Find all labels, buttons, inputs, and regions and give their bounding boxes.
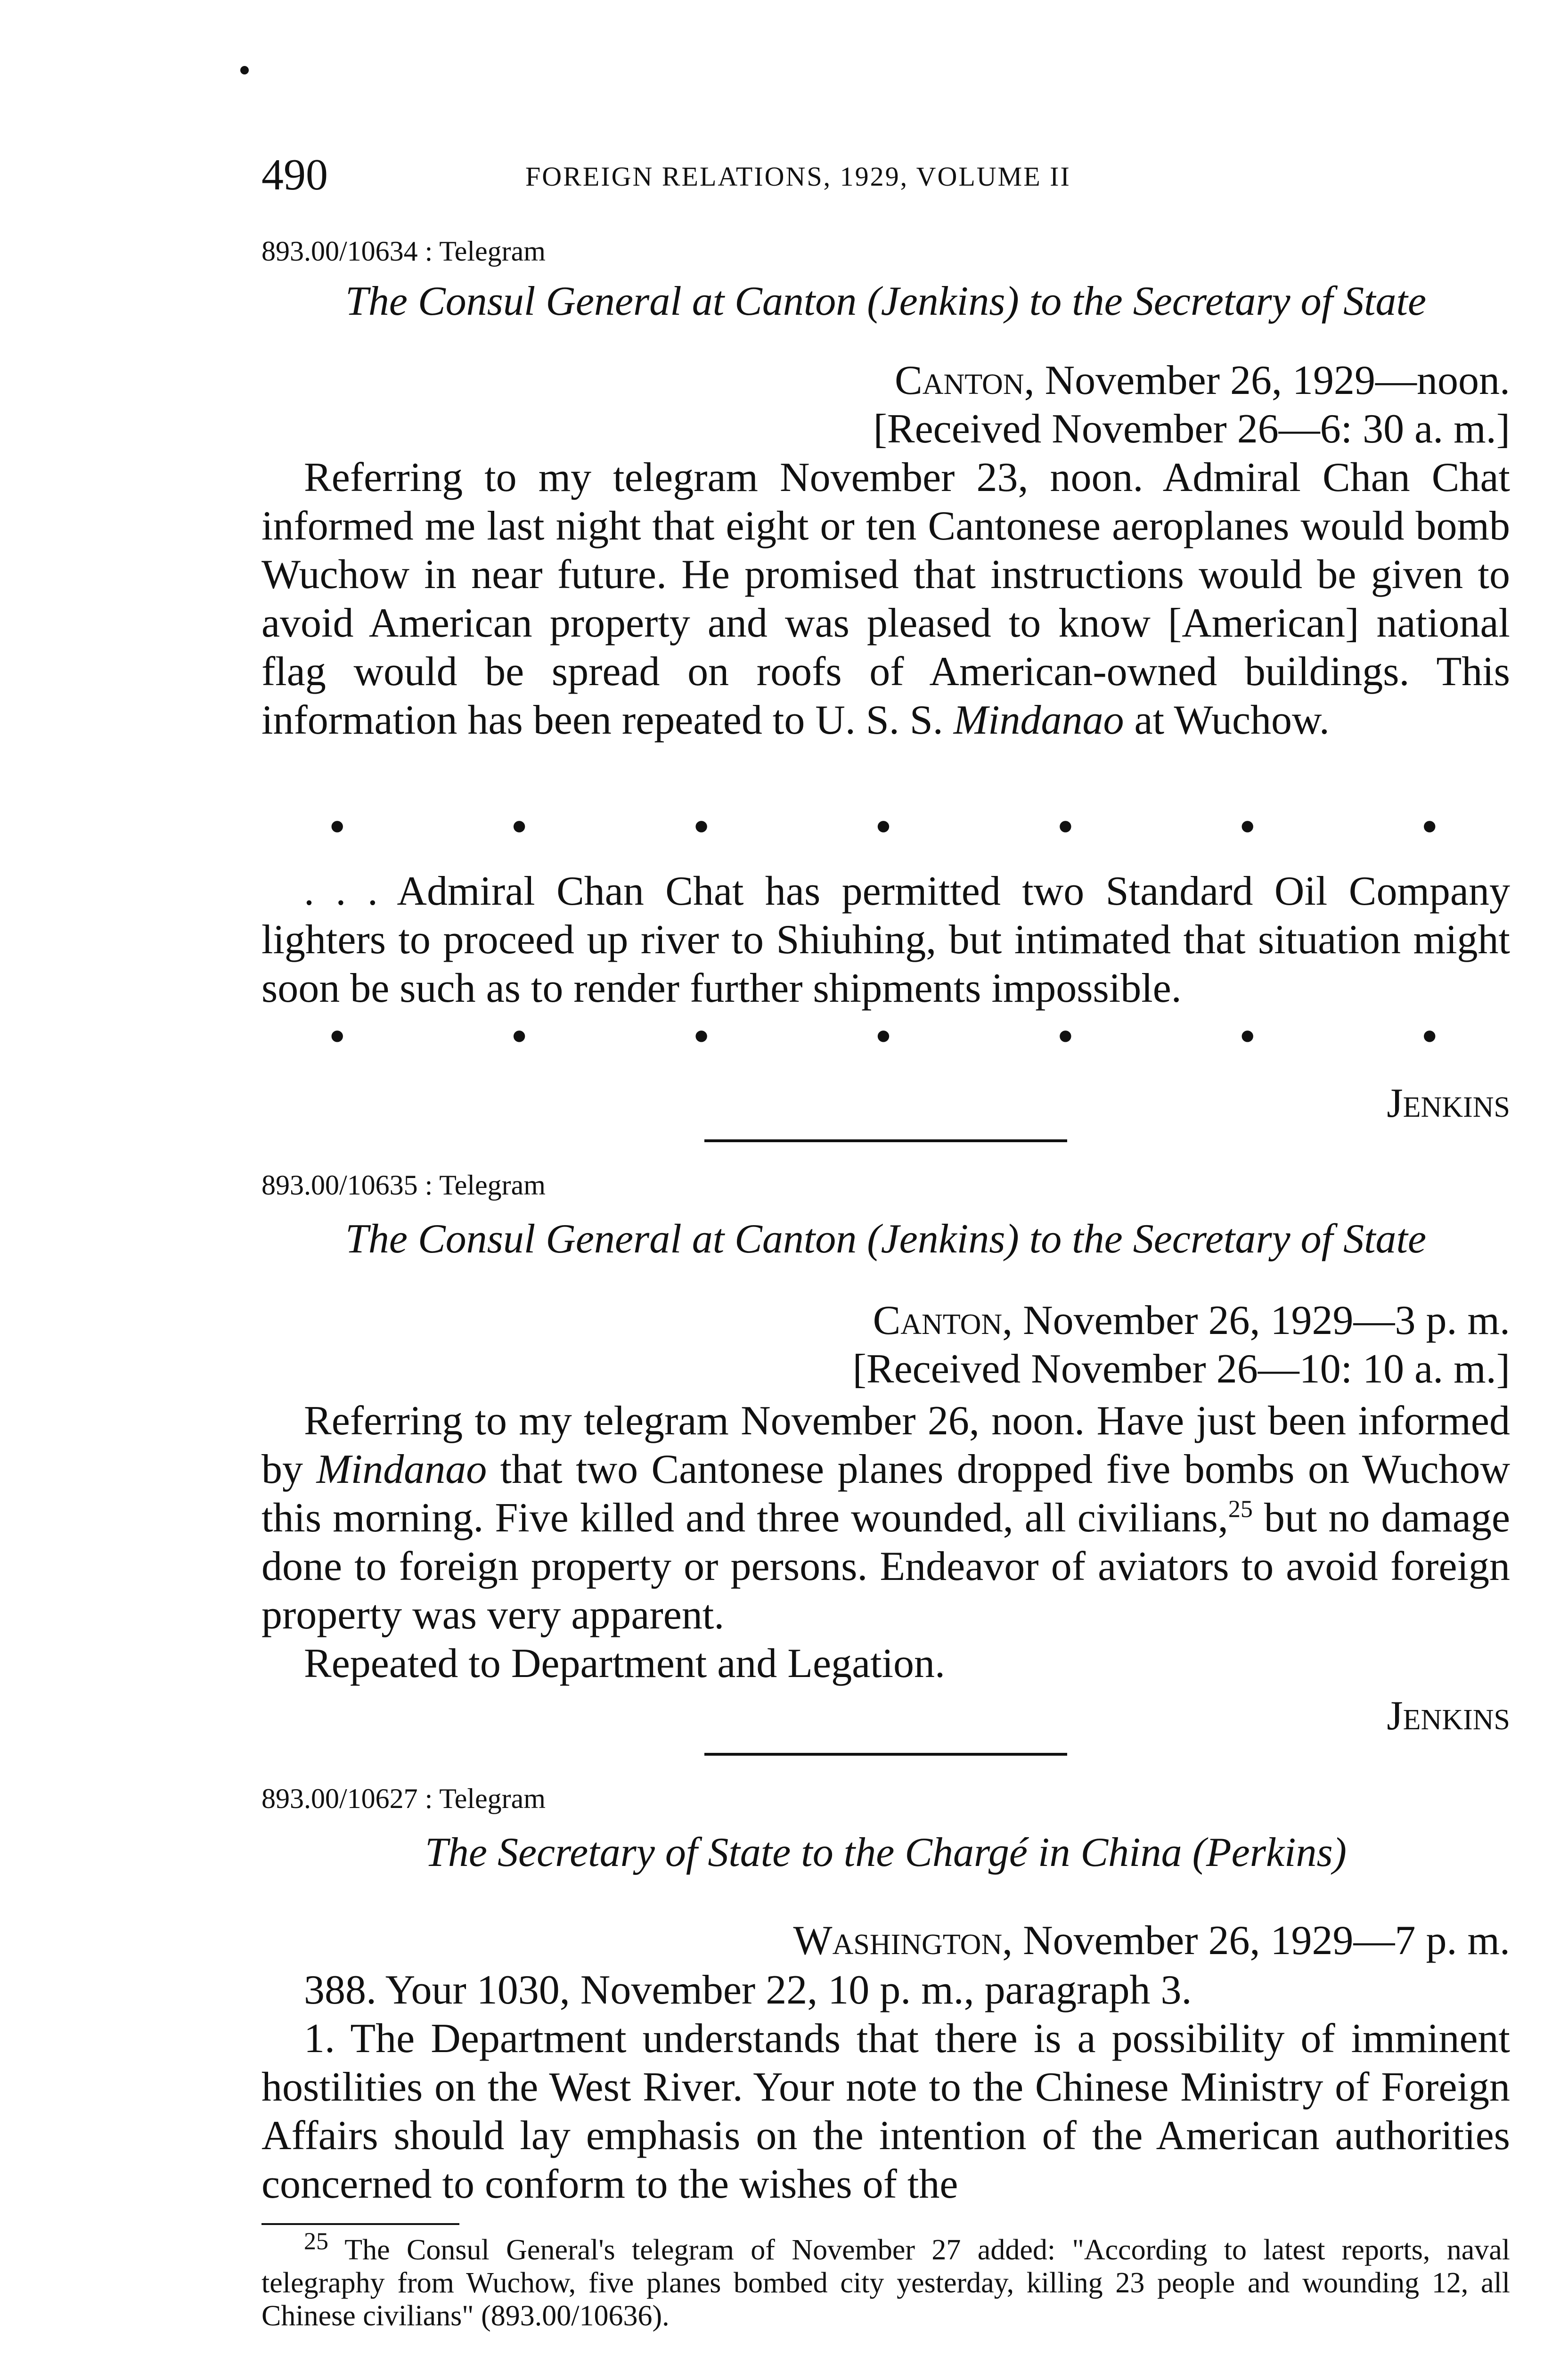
- ellipsis-dot: •: [876, 803, 891, 850]
- doc-title-3: The Secretary of State to the Chargé in China (Perkins): [425, 1830, 1347, 1875]
- dateline-date: November 26, 1929—noon.: [1034, 358, 1510, 403]
- doc1-paragraph-2: . . . Admiral Chan Chat has permitted two Standard Oil Company lighters to proceed up river to Shiuhing, but intimated that situation might soon be such as to render further shipments impossible.: [261, 868, 1510, 1011]
- file-number-2: 893.00/10635 : Telegram: [261, 1170, 546, 1201]
- paragraph-text: that two Cantonese planes dropped five bombs on Wuchow this morning. Five killed and three wounded, all civilians,: [261, 1447, 1511, 1541]
- section-divider-1: [704, 1139, 1067, 1142]
- dateline-place: Canton,: [873, 1298, 1013, 1343]
- dateline-2: [261, 1296, 1510, 1345]
- file-number-3: 893.00/10627 : Telegram: [261, 1783, 546, 1814]
- signature-2: Jenkins: [1387, 1693, 1510, 1739]
- ellipsis-dot: •: [512, 803, 527, 850]
- file-number-1: 893.00/10634 : Telegram: [261, 236, 546, 267]
- running-head: [261, 149, 1510, 201]
- ellipsis-dot: •: [330, 1013, 345, 1060]
- ellipsis-dot: •: [512, 1013, 527, 1060]
- doc2-paragraph-1: [261, 1397, 1510, 1639]
- doc1-paragraph-1: [261, 453, 1510, 744]
- dateline-date: November 26, 1929—7 p. m.: [1013, 1918, 1510, 1963]
- running-title: FOREIGN RELATIONS, 1929, VOLUME II: [525, 161, 1071, 192]
- dateline-place: Washington,: [793, 1918, 1013, 1963]
- ellipsis-row-2: [330, 1013, 1437, 1060]
- ellipsis-dot: •: [876, 1013, 891, 1060]
- footnote-number: 25: [304, 2228, 328, 2255]
- ellipsis-dot: •: [1240, 803, 1255, 850]
- ellipsis-dot: •: [1422, 803, 1437, 850]
- paragraph-text: Referring to my telegram November 26, noon. Have just been informed by: [261, 1398, 1510, 1492]
- signature-1: Jenkins: [1387, 1080, 1510, 1126]
- paragraph-text: Referring to my telegram November 23, noon. Admiral Chan Chat informed me last night that eight or ten Cantonese aeroplanes would bomb Wuchow in near future. He promised that instructions would be given to avoid American property and was pleased to know [American] national flag would be spread on roofs of American-owned buildings. This information has been repeated to U. S. S.: [261, 455, 1510, 743]
- margin-bullet: [240, 66, 249, 74]
- ellipsis-dot: •: [694, 1013, 709, 1060]
- received-line-1: [Received November 26—6: 30 a. m.]: [873, 406, 1510, 452]
- doc2-paragraph-2: Repeated to Department and Legation.: [304, 1641, 946, 1686]
- ellipsis-dot: •: [1058, 803, 1073, 850]
- ellipsis-dot: •: [1240, 1013, 1255, 1060]
- dateline-1: [261, 356, 1510, 405]
- footnote-text: The Consul General's telegram of November 27 added: "According to latest reports, naval telegraphy from Wuchow, five planes bombed city yesterday, killing 23 people and wounding 12, all Chinese civilians" (893.00/10636).: [261, 2234, 1510, 2332]
- page-number: 490: [261, 150, 328, 199]
- doc-title-1: The Consul General at Canton (Jenkins) to the Secretary of State: [345, 278, 1427, 324]
- ship-name: Mindanao: [953, 697, 1124, 743]
- paragraph-text: but no damage done to foreign property or persons. Endeavor of aviators to avoid foreign property was very apparent.: [261, 1495, 1510, 1638]
- doc3-paragraph-2: 1. The Department understands that there is a possibility of imminent hostilities on the West River. Your note to the Chinese Ministry of Foreign Affairs should lay emphasis on the intention of the American authorities concerned to conform to the wishes of the: [261, 2016, 1510, 2207]
- ellipsis-dot: •: [330, 803, 345, 850]
- ship-name: Mindanao: [316, 1447, 487, 1492]
- doc-title-2: The Consul General at Canton (Jenkins) to the Secretary of State: [345, 1216, 1427, 1262]
- ellipsis-dot: •: [694, 803, 709, 850]
- section-divider-2: [704, 1753, 1067, 1756]
- doc3-paragraph-1: 388. Your 1030, November 22, 10 p. m., paragraph 3.: [304, 1967, 1192, 2013]
- footnote-reference: 25: [1228, 1496, 1253, 1523]
- footnote-rule: [261, 2223, 459, 2225]
- ellipsis-row-1: [330, 803, 1437, 850]
- footnote: [261, 2228, 1510, 2332]
- ellipsis-dot: •: [1422, 1013, 1437, 1060]
- paragraph-text: at Wuchow.: [1124, 697, 1330, 743]
- received-line-2: [Received November 26—10: 10 a. m.]: [852, 1346, 1510, 1392]
- ellipsis-dot: •: [1058, 1013, 1073, 1060]
- dateline-date: November 26, 1929—3 p. m.: [1013, 1298, 1510, 1343]
- dateline-place: Canton,: [895, 358, 1035, 403]
- dateline-3: [261, 1916, 1510, 1965]
